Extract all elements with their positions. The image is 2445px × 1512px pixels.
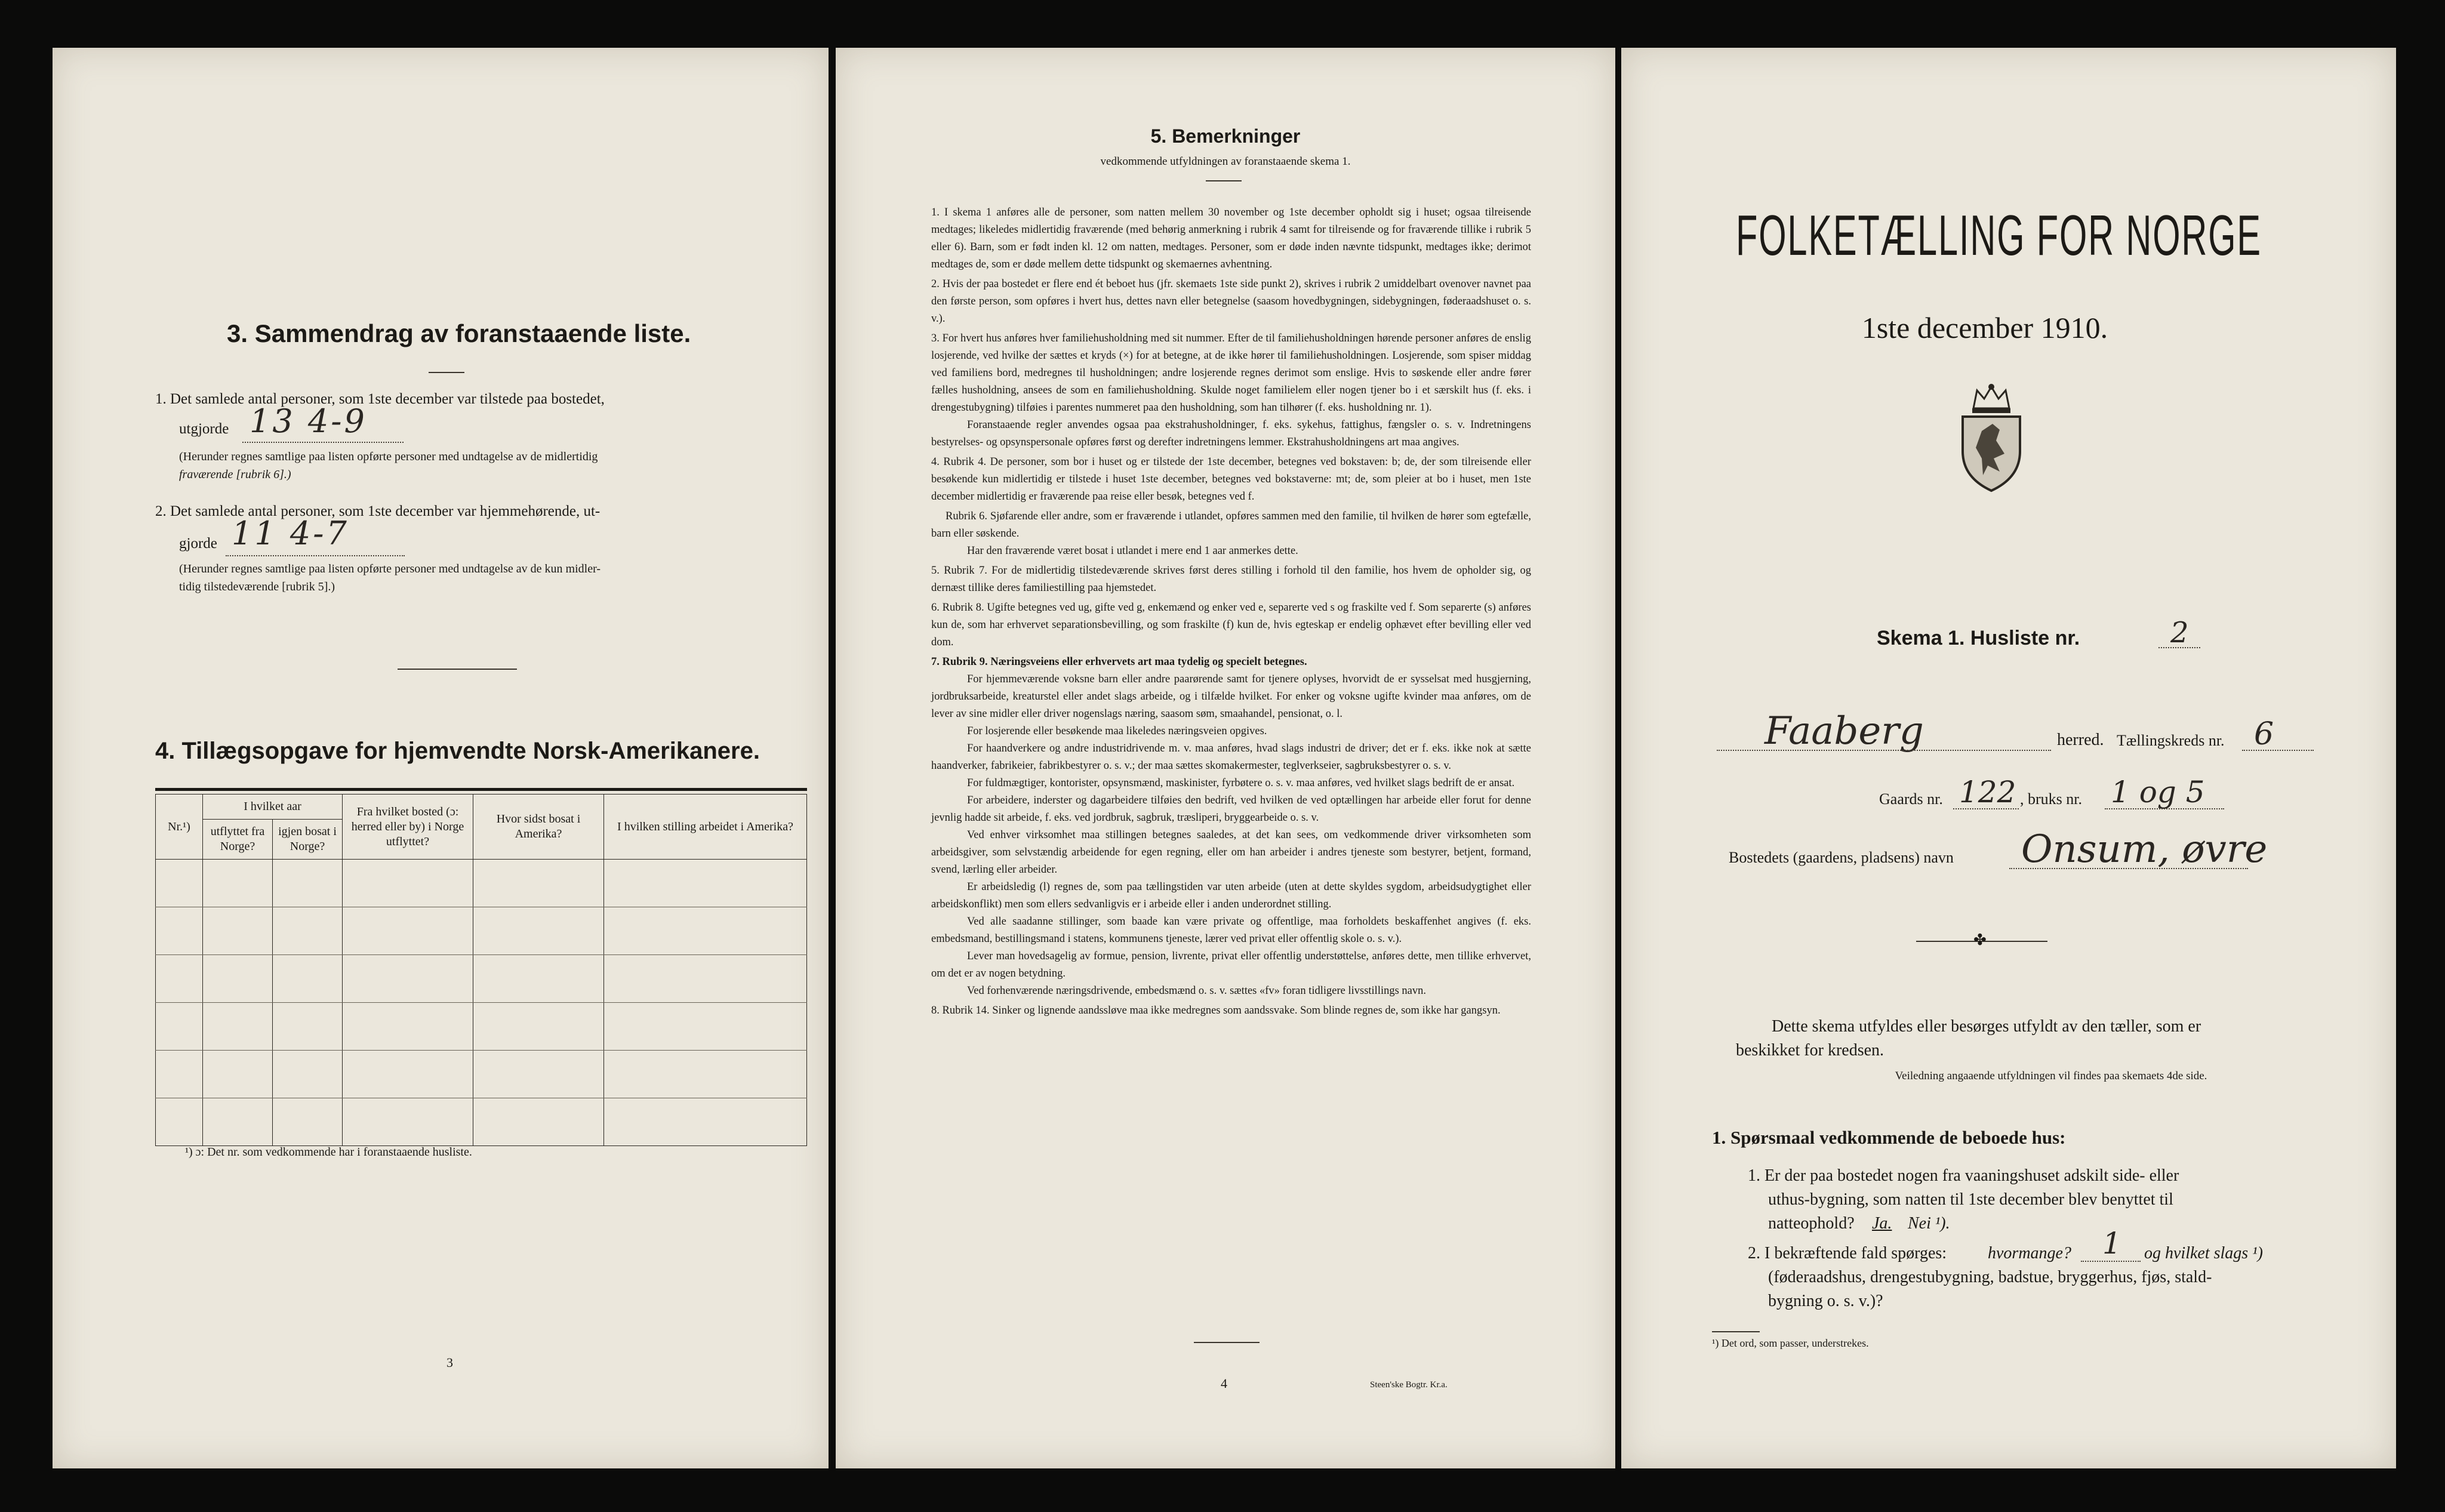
- col-last: Hvor sidst bosat i Amerika?: [473, 795, 604, 860]
- remark-4c: Har den fraværende været bosat i utlandet i mere end 1 aar anmerkes dette.: [967, 545, 1298, 557]
- remark-4b: Rubrik 6. Sjøfarende eller andre, som er fraværende i utlandet, opføres sammen med den familie, til hvilken de hører som egtefælle, barn eller søskende.: [931, 510, 1531, 540]
- question-1-line-3: natteophold?: [1768, 1214, 1855, 1233]
- fill-line: [1717, 750, 2051, 751]
- bosted-label: Bostedets (gaardens, pladsens) navn: [1729, 849, 1954, 866]
- page-number: 3: [446, 1355, 453, 1370]
- summary-item-2-note-2: tidig tilstedeværende [rubrik 5].): [179, 580, 335, 593]
- footnote: ¹) Det ord, som passer, understrekes.: [1712, 1337, 1869, 1349]
- fill-line: [1953, 808, 2019, 809]
- schema-label: Skema 1. Husliste nr.: [1877, 627, 2080, 649]
- remark-7b: For hjemmeværende voksne barn eller andre paarørende samt for tjenere oplyses, hvorvidt de er sysselsat med husgjerning, jordbruksarbeide, kreaturstel eller andet slags arbeide, og i tilfælde hvilket. For enker og voksne ugifte kvinder maa anføres, om de lever av sine midler eller driver nogenslags næring, saasom søm, smaahandel, pensionat, o. l.: [931, 673, 1531, 720]
- summary-item-1-note-2: fraværende [rubrik 6].): [179, 468, 291, 481]
- remarks-subheading: vedkommende utfyldningen av foranstaaende skema 1.: [1100, 155, 1351, 168]
- bosted-name: Onsum, øvre: [2021, 827, 2268, 872]
- fill-line: [2242, 750, 2314, 751]
- remark-7: 7. Rubrik 9. Næringsveiens eller erhvervets art maa tydelig og specielt betegnes.: [931, 656, 1307, 668]
- divider: [398, 669, 517, 670]
- remark-8: 8. Rubrik 14. Sinker og lignende aandssløve maa ikke medregnes som aandssvake. Som blinde regnes de, som ikke har gangsyn.: [931, 1005, 1501, 1017]
- table-row: [156, 1098, 807, 1146]
- gaards-number: 122: [1959, 775, 2016, 809]
- remark-7e: For fuldmægtiger, kontorister, opsynsmænd, maskinister, fyrbøtere o. s. v. maa anføres, ved hvilket slags bedrift de er ansat.: [967, 777, 1515, 789]
- remark-7g: Ved enhver virksomhet maa stillingen betegnes saaledes, at det kan sees, om vedkommende driver virksomheten som arbeidsgiver, som selvstændig arbeidende for egen regning, eller om han arbeider i andres tjeneste som bestyrer, betjent, formand, svend, lærling eller arbeider.: [931, 829, 1531, 876]
- remark-7h: Er arbeidsledig (l) regnes de, som paa tællingstiden var uten arbeide (uten at dette skyldes sygdom, arbeidsudygtighet eller arbeidskonflikt) men som ellers sedvanligvis er i arbeide eller i anden underordnet stilling.: [931, 881, 1531, 910]
- col-from: Fra hvilket bosted (ɔ: herred eller by) i Norge utflyttet?: [343, 795, 473, 860]
- present-count: 13 4-9: [250, 402, 367, 440]
- page-number: 4: [1221, 1376, 1227, 1391]
- table-row: [156, 1003, 807, 1051]
- remark-7j: Lever man hovedsagelig av formue, pension, livrente, privat eller offentlig understøttelse, anføres dette, men tillike erhvervet, om det er av nogen betydning.: [931, 950, 1531, 980]
- divider: [1194, 1342, 1260, 1343]
- gaards-label: Gaards nr.: [1879, 790, 1943, 808]
- remark-4: 4. Rubrik 4. De personer, som bor i huset og er tilstede der 1ste december, betegnes ved bokstaven: b; de, der som tilreisende eller besøkende kun midlertidig er tilstede i huset 1ste december, betegnes ved bokstaverne: mt; de, som pleier at bo i huset, men 1ste december midlertidig er fraværende paa reise eller besøk, betegnes ved f.: [931, 456, 1531, 503]
- summary-item-2-note: (Herunder regnes samtlige paa listen opførte personer med undtagelse av de kun midler-: [179, 562, 601, 575]
- table-row: [156, 1051, 807, 1098]
- summary-item-1: 1. Det samlede antal personer, som 1ste december var tilstede paa bostedet,: [155, 391, 605, 407]
- remarks-heading: 5. Bemerkninger: [1150, 125, 1301, 147]
- summary-item-2-prefix: gjorde: [179, 535, 217, 552]
- col-emigrated: utflyttet fra Norge?: [203, 820, 273, 860]
- remark-6: 6. Rubrik 8. Ugifte betegnes ved ug, gifte ved g, enkemænd og enker ved e, separerte ved s og fraskilte ved f. Som separerte (s) anføres kun de, som har erhvervet separationsbevilling, og som fraskilte (f) kun de, hvis egteskap er endelig ophævet efter bevilling eller ved dom.: [931, 602, 1531, 648]
- question-heading: 1. Spørsmaal vedkommende de beboede hus:: [1712, 1127, 2066, 1148]
- fill-line: [242, 442, 404, 443]
- question-2-line-3: bygning o. s. v.)?: [1768, 1292, 1883, 1310]
- divider: [1206, 180, 1242, 181]
- kreds-label: Tællingskreds nr.: [2117, 732, 2225, 749]
- remark-5: 5. Rubrik 7. For de midlertidig tilstedeværende skrives først deres stilling i forhold til den familie, hos hvem de opholder sig, og dernæst tillike deres familiestilling paa hjemstedet.: [931, 565, 1531, 594]
- page-3: [53, 48, 829, 1468]
- section-3-heading: 3. Sammendrag av foranstaaende liste.: [227, 319, 691, 347]
- remarks-body: [931, 204, 1531, 1020]
- summary-item-2: 2. Det samlede antal personer, som 1ste december var hjemmehørende, ut-: [155, 503, 601, 519]
- table-row: [156, 860, 807, 907]
- printer-mark: Steen'ske Bogtr. Kr.a.: [1370, 1380, 1448, 1390]
- table-footnote: ¹) ɔ: Det nr. som vedkommende har i foranstaaende husliste.: [185, 1145, 472, 1159]
- fill-line: [2081, 1261, 2141, 1262]
- question-2-suffix: og hvilket slags ¹): [2144, 1244, 2263, 1262]
- coat-of-arms-icon: [1956, 382, 2027, 493]
- col-returned: igjen bosat i Norge?: [273, 820, 343, 860]
- question-1-line-2: uthus-bygning, som natten til 1ste december blev benyttet til: [1768, 1190, 2173, 1209]
- fill-line: [2158, 647, 2200, 648]
- fill-line: [2009, 868, 2248, 869]
- herred-name: Faaberg: [1765, 709, 1924, 753]
- remark-7d: For haandverkere og andre industridrivende m. v. maa anføres, hvad slags industri de driver; det er f. eks. ikke nok at sætte haandverker, fabrikeier, fabrikbestyrer o. s. v.; der maa sættes skomakermester, teglverkseier, sagbruksbestyrer o. s. v.: [931, 743, 1531, 772]
- norsk-amerikanere-table: [155, 794, 807, 1146]
- fill-line: [226, 555, 405, 556]
- ornament-icon: ✤: [1973, 931, 1987, 949]
- page-1: [1621, 48, 2396, 1468]
- col-year-group: I hvilket aar: [203, 795, 343, 820]
- remark-7f: For arbeidere, inderster og dagarbeidere tilføies den bedrift, ved hvilken de ved optællingen har arbeide eller forut for denne jevnlig hadde sit arbeide, f. eks. ved jordbruk, sagbruk, træsliperi, bryggearbeide o. s. v.: [931, 795, 1531, 824]
- question-2-hvormange: hvormange?: [1988, 1244, 2071, 1262]
- col-position: I hvilken stilling arbeidet i Amerika?: [604, 795, 807, 860]
- intro-text-2: beskikket for kredsen.: [1736, 1041, 1884, 1060]
- intro-text: Dette skema utfyldes eller besørges utfyldt av den tæller, som er: [1772, 1017, 2201, 1036]
- divider: [1712, 1331, 1760, 1332]
- remark-3b: Foranstaaende regler anvendes ogsaa paa ekstrahusholdninger, f. eks. sykehus, fattighus, fængsler o. s. v. Indretningens bestyrelses- og opsynspersonale opføres først og derefter indretningens lemmer. Ekstrahusholdningens art maa angives.: [931, 419, 1531, 448]
- bruks-number: 1 og 5: [2111, 775, 2205, 809]
- remark-1: 1. I skema 1 anføres alle de personer, som natten mellem 30 november og 1ste december opholdt sig i huset; ogsaa tilreisende medtages; likeledes midlertidig fraværende (med behørig anmerkning i rubrik 4 samt for tilreisende og for fraværende tillike i rubrik 5 eller 6). Barn, som er født inden kl. 12 om natten, medtages. Personer, som er døde inden nævnte tidspunkt, medtages ikke; derimot medtages de, som er døde mellem dette tidspunkt og skemaernes avhentning.: [931, 207, 1531, 270]
- question-2: 2. I bekræftende fald spørges:: [1748, 1244, 1947, 1262]
- resident-count: 11 4-7: [232, 515, 349, 552]
- husliste-number: 2: [2170, 616, 2189, 649]
- remark-2: 2. Hvis der paa bostedet er flere end ét beboet hus (jfr. skemaets 1ste side punkt 2), skrives i rubrik 2 umiddelbart ovenover navnet paa den første person, som opføres i hvert hus, dettes navn eller betegnelse (saasom hovedbygningen, sidebygningen, føderaadshuset o. s. v.).: [931, 278, 1531, 325]
- kreds-number: 6: [2254, 716, 2274, 752]
- answer-nei: Nei ¹).: [1908, 1214, 1950, 1233]
- section-4-heading: 4. Tillægsopgave for hjemvendte Norsk-Amerikanere.: [155, 738, 760, 764]
- census-title: FOLKETÆLLING FOR NORGE: [1736, 204, 2262, 267]
- remark-3: 3. For hvert hus anføres hver familiehusholdning med sit nummer. Efter de til familiehusholdningen hørende personer anføres de enslig losjerende, ved hvilke der sættes et kryds (×) for at betegne, at de ikke hører til familiehusholdningen. Losjerende, som spiser middag ved familiens bord, medregnes til husholdningen; andre losjerende regnes derimot som enslige. Hvis to søskende eller andre fører fælles husholdning, ansees de som en familiehusholdning. Skulde noget familielem eller nogen tjener bo i et særskilt hus (f. eks. i drengestubygning) tilføies i parentes nummeret paa den husholdning, som han tilhører (f. eks. husholdning nr. 1).: [931, 332, 1531, 414]
- summary-item-1-prefix: utgjorde: [179, 421, 229, 437]
- divider: [429, 372, 464, 373]
- remark-7i: Ved alle saadanne stillinger, som baade kan være private og offentlige, maa forholdets beskaffenhet angives (f. eks. embedsmand, bestillingsmand i statens, kommunens tjeneste, lærer ved privat eller offentlig skole o. s. v.).: [931, 916, 1531, 945]
- census-date: 1ste december 1910.: [1861, 311, 2108, 344]
- question-2-line-2: (føderaadshus, drengestubygning, badstue, bryggerhus, fjøs, stald-: [1768, 1268, 2212, 1286]
- heading-rule: [155, 788, 807, 791]
- remark-7c: For losjerende eller besøkende maa likeledes næringsveien opgives.: [967, 725, 1267, 737]
- col-nr: Nr.¹): [156, 795, 203, 860]
- answer-ja: Ja.: [1872, 1214, 1892, 1233]
- table-row: [156, 955, 807, 1003]
- bruks-label: , bruks nr.: [2020, 790, 2082, 808]
- guidance-note: Veiledning angaaende utfyldningen vil findes paa skemaets 4de side.: [1895, 1070, 2207, 1082]
- question-1: 1. Er der paa bostedet nogen fra vaaningshuset adskilt side- eller: [1748, 1166, 2179, 1185]
- remark-7k: Ved forhenværende næringsdrivende, embedsmænd o. s. v. sættes «fv» foran tidligere livsstillings navn.: [967, 985, 1427, 997]
- page-4: [836, 48, 1615, 1468]
- summary-item-1-note: (Herunder regnes samtlige paa listen opførte personer med undtagelse av de midlertidig: [179, 450, 598, 463]
- fill-line: [2105, 808, 2224, 809]
- herred-label: herred.: [2057, 731, 2104, 749]
- table-row: [156, 907, 807, 955]
- building-count: 1: [2102, 1226, 2121, 1261]
